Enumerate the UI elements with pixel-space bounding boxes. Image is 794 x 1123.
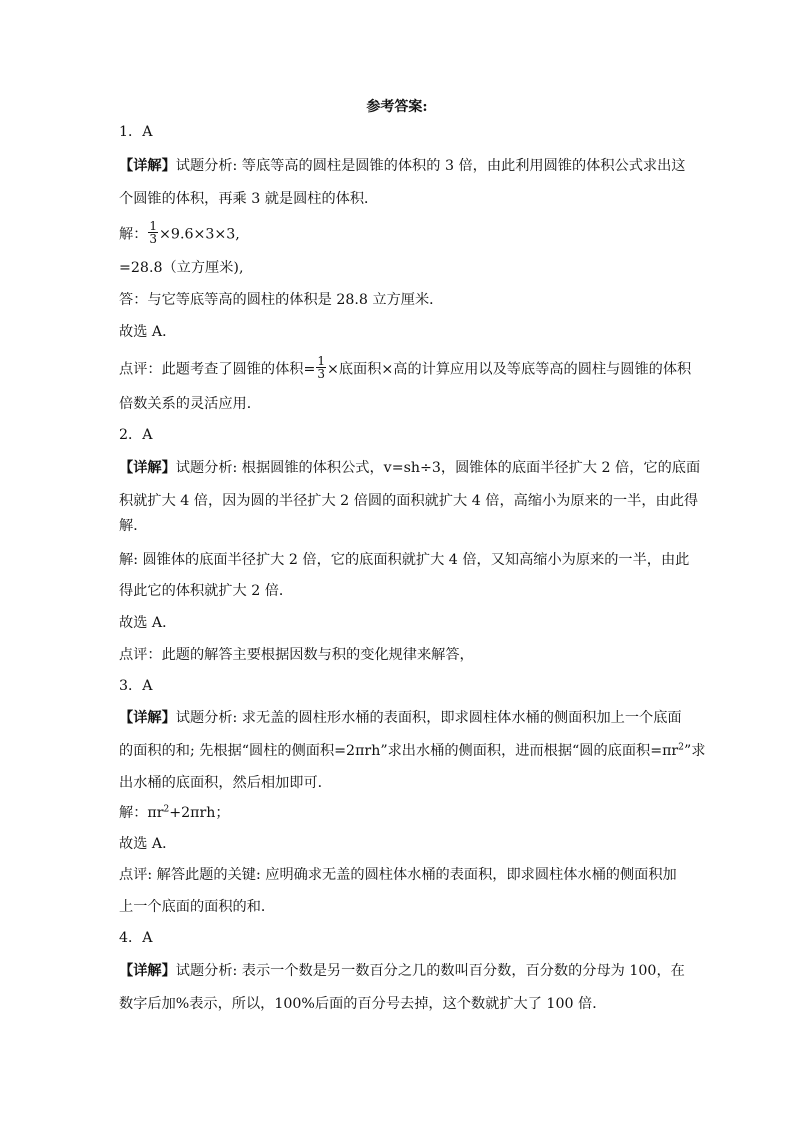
q1-comment-frac-num: 1: [317, 354, 325, 368]
q3-comment-line1: 点评: 解答此题的关键: 应明确求无盖的圆柱体水桶的表面积，即求圆柱体水桶的侧面积加: [119, 867, 677, 883]
q3-detail-line2: [119, 741, 706, 761]
page-title: 参考答案:: [366, 99, 428, 115]
q1-detail-tag: 【详解】: [119, 158, 176, 174]
q1-comment-suffix: ×底面积×高的计算应用以及等底等高的圆柱与圆锥的体积: [326, 361, 692, 378]
q3-detail-line1: [119, 708, 684, 728]
q1-comment-prefix: 点评：此题考查了圆锥的体积=: [119, 361, 316, 378]
q4-detail-tag: 【详解】: [119, 963, 176, 979]
q1-detail-line2: 个圆锥的体积，再乘 3 就是圆柱的体积．: [119, 191, 379, 207]
q1-result: =28.8（立方厘米),: [119, 260, 244, 276]
q1-detail-line1: [119, 156, 684, 176]
q1-number: 1．A: [119, 124, 153, 140]
q4-detail-line1: [119, 961, 684, 981]
q4-detail-text: 试题分析: 表示一个数是另一数百分之几的数叫百分数，百分数的分母为 100，在: [175, 963, 685, 979]
q3-detail-line2-a: 的面积的和; 先根据“圆柱的侧面积=2πrh”求出水桶的侧面积，进而根据“圆的底面积=πr: [119, 743, 679, 759]
q2-detail-line2: 积就扩大 4 倍，因为圆的半径扩大 2 倍圆的面积就扩大 4 倍，高缩小为原来的一半，由此得: [119, 493, 699, 509]
q3-comment-line2: 上一个底面的面积的和．: [119, 899, 276, 915]
q1-answer: 答：与它等底等高的圆柱的体积是 28.8 立方厘米．: [119, 292, 444, 308]
q3-choice: 故选 A．: [119, 836, 177, 852]
q4-detail-line2: 数字后加%表示，所以，100%后面的百分号去掉，这个数就扩大了 100 倍．: [119, 996, 607, 1012]
q2-detail-line1: [119, 458, 701, 478]
q1-comment-fraction: [316, 355, 326, 380]
q4-number: 4．A: [119, 930, 153, 946]
q3-detail-text: 试题分析: 求无盖的圆柱形水桶的表面积，即求圆柱体水桶的侧面积加上一个底面: [175, 710, 682, 726]
q1-comment: [119, 354, 692, 382]
q2-sol-line2: 得此它的体积就扩大 2 倍．: [119, 583, 294, 599]
q1-solution: [119, 219, 684, 247]
q2-choice: 故选 A．: [119, 615, 177, 631]
q3-detail-line3: 出水桶的底面积，然后相加即可．: [119, 775, 332, 791]
q1-detail-text: 试题分析: 等底等高的圆柱是圆锥的体积的 3 倍，由此利用圆锥的体积公式求出这: [175, 158, 686, 174]
q3-sol-sup: 2: [163, 804, 170, 815]
q2-comment: 点评：此题的解答主要根据因数与积的变化规律来解答，: [119, 647, 474, 663]
q3-detail-line2-sup: 2: [678, 742, 684, 753]
q1-comment-frac-den: 3: [317, 367, 325, 381]
q3-detail-tag: 【详解】: [119, 710, 176, 726]
q3-number: 3．A: [119, 678, 153, 694]
q2-sol-line1: 解: 圆锥体的底面半径扩大 2 倍，它的底面积就扩大 4 倍，又知高缩小为原来的一半，由此: [119, 552, 690, 568]
q2-detail-tag: 【详解】: [119, 460, 176, 476]
q2-number: 2．A: [119, 427, 153, 443]
q1-sol-expr: ×9.6×3×3,: [159, 226, 240, 243]
q3-solution: [119, 803, 684, 823]
q3-sol-b: +2πrh；: [169, 805, 230, 821]
q3-detail-line2-b: ”求: [683, 743, 706, 759]
q1-frac-den: 3: [149, 232, 158, 246]
q2-detail-line3: 解．: [119, 518, 148, 534]
q3-sol-a: 解：πr: [119, 805, 164, 821]
q1-comment-line2: 倍数关系的灵活应用．: [119, 396, 261, 412]
q1-choice: 故选 A．: [119, 324, 177, 340]
q2-detail-text: 试题分析: 根据圆锥的体积公式，v=sh÷3，圆锥体的底面半径扩大 2 倍，它的底面: [175, 460, 701, 476]
q1-frac-num: 1: [149, 219, 158, 233]
q1-sol-prefix: 解：: [119, 226, 148, 243]
q1-fraction: [148, 220, 158, 245]
